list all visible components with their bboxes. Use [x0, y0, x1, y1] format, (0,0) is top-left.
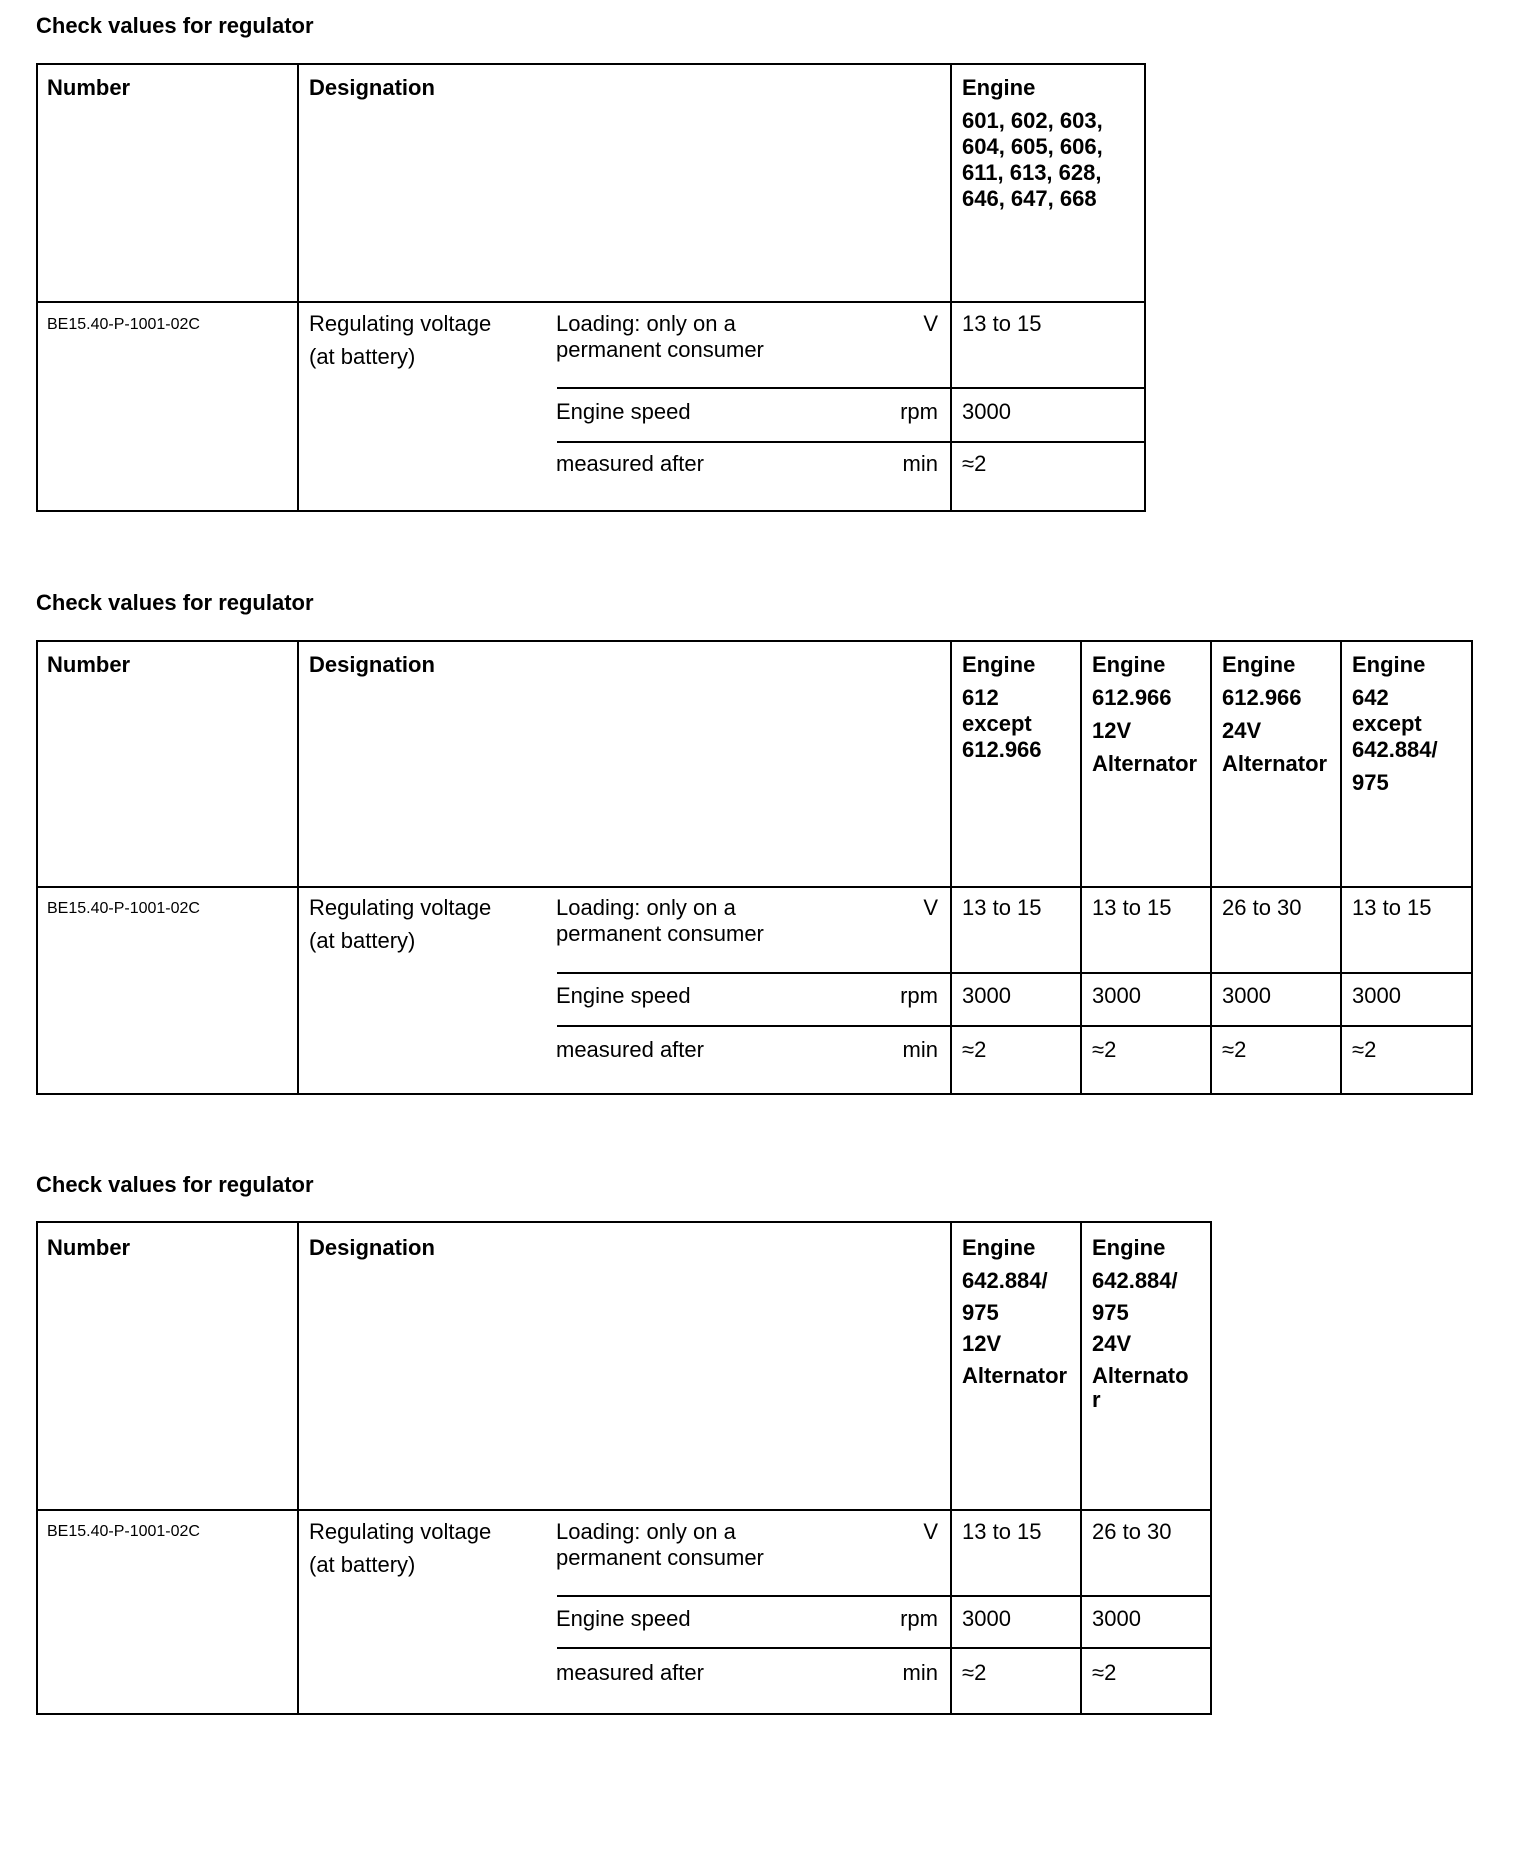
param-label: Engine speed	[556, 983, 691, 1008]
param-value: 13 to 15	[962, 1519, 1042, 1544]
engine-spec-line: 24V	[1222, 718, 1262, 743]
param-label: measured after	[556, 1037, 704, 1062]
param-label: permanent consumer	[556, 337, 764, 362]
header-engine: Engine	[1092, 1235, 1166, 1260]
param-unit: V	[923, 311, 938, 336]
table-1-title: Check values for regulator	[36, 13, 314, 38]
header-engine: Engine	[962, 1235, 1036, 1260]
row-divider	[557, 387, 1144, 389]
column-divider	[297, 642, 299, 1093]
engine-spec-line: Alternato	[1092, 1363, 1189, 1388]
param-value: 13 to 15	[1092, 895, 1172, 920]
column-divider	[297, 1223, 299, 1713]
engine-spec-line: 12V	[1092, 718, 1132, 743]
engine-spec-line: 612.966	[962, 737, 1042, 762]
row-divider	[38, 1509, 1210, 1511]
param-value: 3000	[1092, 1606, 1141, 1631]
designation-line: (at battery)	[309, 344, 416, 369]
param-value: ≈2	[962, 451, 987, 476]
param-unit: min	[902, 1037, 938, 1062]
param-value: ≈2	[962, 1037, 987, 1062]
param-value: 3000	[962, 983, 1011, 1008]
engine-spec-line: Alternator	[1092, 751, 1198, 776]
table-3-title: Check values for regulator	[36, 1172, 314, 1197]
engine-spec-line: 642	[1352, 685, 1389, 710]
row-divider	[557, 1647, 1210, 1649]
header-number: Number	[47, 1235, 131, 1260]
engine-spec-line: 612.966	[1092, 685, 1172, 710]
param-value: 3000	[962, 399, 1011, 424]
engine-spec-line: 642.884/	[1352, 737, 1438, 762]
designation-line: (at battery)	[309, 928, 416, 953]
table-2-title: Check values for regulator	[36, 590, 314, 615]
header-engine: Engine	[1352, 652, 1426, 677]
param-value: 26 to 30	[1222, 895, 1302, 920]
param-value: 13 to 15	[962, 895, 1042, 920]
column-divider	[297, 65, 299, 510]
param-unit: V	[923, 895, 938, 920]
param-value: ≈2	[1352, 1037, 1377, 1062]
engine-spec-line: 642.884/	[962, 1268, 1048, 1293]
designation-line: Regulating voltage	[309, 1519, 492, 1544]
engine-spec-line: except	[962, 711, 1032, 736]
header-number: Number	[47, 75, 131, 100]
row-number: BE15.40-P-1001-02C	[47, 316, 200, 333]
engine-spec-line: except	[1352, 711, 1422, 736]
param-value: 3000	[1092, 983, 1141, 1008]
column-divider	[950, 1223, 952, 1713]
engine-spec-line: 975	[962, 1300, 999, 1325]
param-unit: rpm	[900, 1606, 938, 1631]
engine-spec-line: 646, 647, 668	[962, 186, 1097, 211]
param-value: ≈2	[962, 1660, 987, 1685]
header-designation: Designation	[309, 75, 435, 100]
header-engine: Engine	[962, 75, 1036, 100]
param-label: Engine speed	[556, 1606, 691, 1631]
header-engine: Engine	[1092, 652, 1166, 677]
param-value: 26 to 30	[1092, 1519, 1172, 1544]
engine-spec-line: 611, 613, 628,	[962, 160, 1102, 185]
engine-spec-line: 975	[1352, 770, 1389, 795]
param-value: 13 to 15	[1352, 895, 1432, 920]
engine-spec-line: r	[1092, 1387, 1101, 1412]
header-designation: Designation	[309, 652, 435, 677]
header-engine: Engine	[1222, 652, 1296, 677]
param-value: ≈2	[1092, 1660, 1117, 1685]
table-1	[36, 63, 1146, 512]
param-label: Loading: only on a	[556, 1519, 736, 1544]
row-divider	[557, 1025, 1471, 1027]
row-divider	[38, 886, 1471, 888]
row-divider	[557, 972, 1471, 974]
row-divider	[557, 441, 1144, 443]
param-unit: rpm	[900, 399, 938, 424]
param-label: permanent consumer	[556, 921, 764, 946]
param-label: Engine speed	[556, 399, 691, 424]
header-engine: Engine	[962, 652, 1036, 677]
engine-spec-line: 601, 602, 603,	[962, 108, 1103, 133]
param-label: Loading: only on a	[556, 895, 736, 920]
param-unit: V	[923, 1519, 938, 1544]
engine-spec-line: 24V	[1092, 1331, 1132, 1356]
designation-line: Regulating voltage	[309, 895, 492, 920]
column-divider	[1080, 1223, 1082, 1713]
row-divider	[38, 301, 1144, 303]
engine-spec-line: 642.884/	[1092, 1268, 1178, 1293]
param-value: 3000	[1222, 983, 1271, 1008]
row-number: BE15.40-P-1001-02C	[47, 1523, 200, 1540]
engine-spec-line: Alternator	[1222, 751, 1328, 776]
param-label: measured after	[556, 451, 704, 476]
param-unit: rpm	[900, 983, 938, 1008]
param-unit: min	[902, 451, 938, 476]
column-divider	[950, 65, 952, 510]
param-label: Loading: only on a	[556, 311, 736, 336]
param-value: 3000	[962, 1606, 1011, 1631]
table-2	[36, 640, 1473, 1095]
engine-spec-line: 612.966	[1222, 685, 1302, 710]
param-value: ≈2	[1092, 1037, 1117, 1062]
header-number: Number	[47, 652, 131, 677]
designation-line: (at battery)	[309, 1552, 416, 1577]
param-label: measured after	[556, 1660, 704, 1685]
row-number: BE15.40-P-1001-02C	[47, 900, 200, 917]
engine-spec-line: 604, 605, 606,	[962, 134, 1103, 159]
engine-spec-line: 12V	[962, 1331, 1002, 1356]
param-value: 13 to 15	[962, 311, 1042, 336]
engine-spec-line: 612	[962, 685, 999, 710]
param-value: ≈2	[1222, 1037, 1247, 1062]
engine-spec-line: Alternator	[962, 1363, 1068, 1388]
table-3	[36, 1221, 1212, 1715]
header-designation: Designation	[309, 1235, 435, 1260]
engine-spec-line: 975	[1092, 1300, 1129, 1325]
row-divider	[557, 1595, 1210, 1597]
param-label: permanent consumer	[556, 1545, 764, 1570]
param-unit: min	[902, 1660, 938, 1685]
designation-line: Regulating voltage	[309, 311, 492, 336]
param-value: 3000	[1352, 983, 1401, 1008]
